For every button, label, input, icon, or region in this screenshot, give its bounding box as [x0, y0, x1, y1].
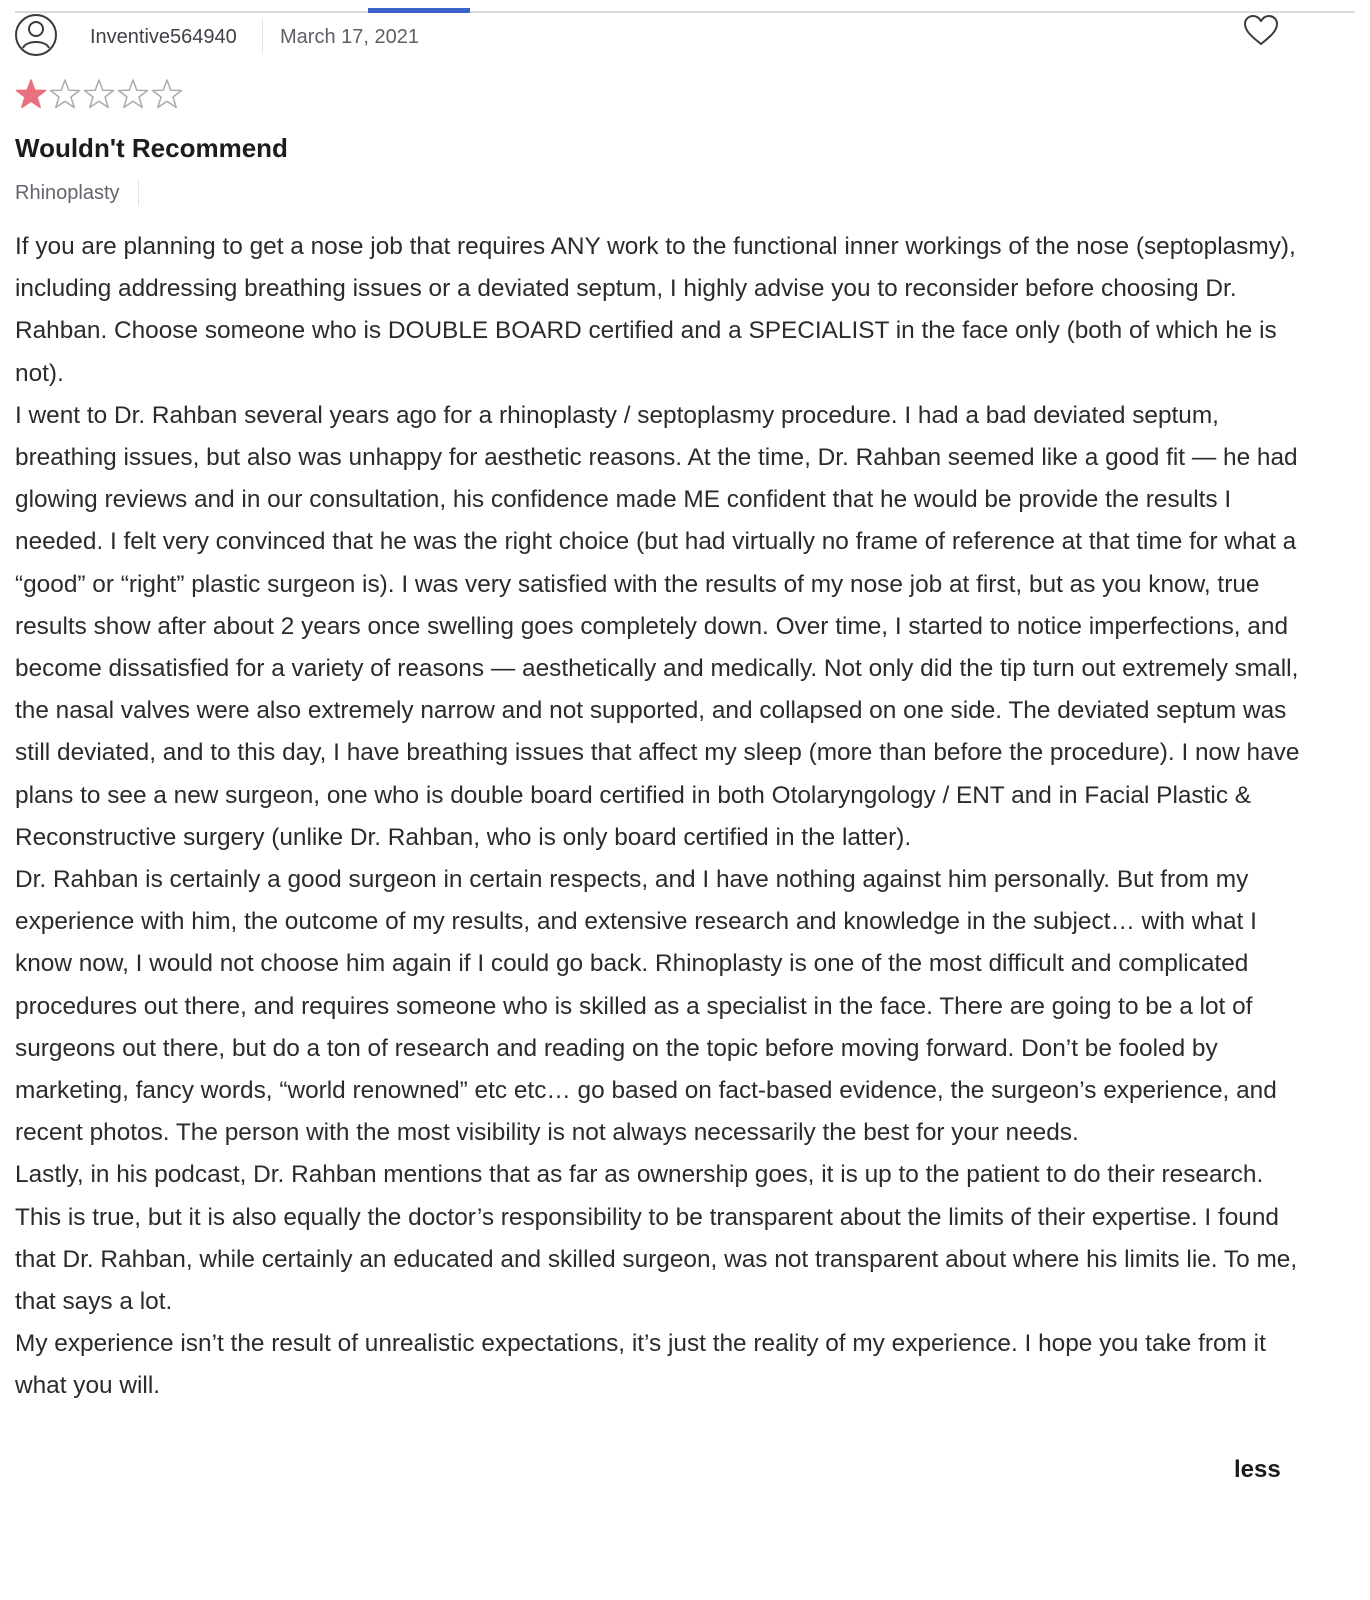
star-filled-icon	[14, 76, 48, 112]
user-avatar-icon	[14, 13, 58, 57]
star-rating	[14, 76, 184, 116]
review-paragraph: I went to Dr. Rahban several years ago for a rhinoplasty / septoplasmy procedure. I had a bad deviated septum, breathing issues, but also was unhappy for aesthetic reasons. At the time, Dr. Rahban seemed like a good fit — he had glowing reviews and in our consultation, his confidence made ME confident that he would be provide the results I needed. I felt very convinced that he was the right choice (but had virtually no frame of reference at that time for what a “good” or “right” plastic surgeon is). I was very satisfied with the results of my nose job at first, but as you know, true results show after about 2 years once swelling goes completely down. Over time, I started to notice imperfections, and become dissatisfied for a variety of reasons — aesthetically and medically. Not only did the tip turn out extremely small, the nasal valves were also extremely narrow and not supported, and collapsed on one side. The deviated septum was still deviated, and to this day, I have breathing issues that affect my sleep (more than before the procedure). I now have plans to see a new surgeon, one who is double board certified in both Otolaryngology / ENT and in Facial Plastic & Reconstructive surgery (unlike Dr. Rahban, who is only board certified in the latter).	[15, 401, 1300, 851]
review-body	[15, 226, 1300, 1408]
review-paragraph: Dr. Rahban is certainly a good surgeon in certain respects, and I have nothing against him personally. But from my experience with him, the outcome of my results, and extensive research and knowledge in the subject… with what I know now, I would not choose him again if I could go back. Rhinoplasty is one of the most difficult and complicated procedures out there, and requires someone who is skilled as a specialist in the face. There are going to be a lot of surgeons out there, but do a ton of research and reading on the topic before moving forward. Don’t be fooled by marketing, fancy words, “world renowned” etc etc… go based on fact-based evidence, the surgeon’s experience, and recent photos. The person with the most visibility is not always necessarily the best for your needs.	[15, 866, 1277, 1147]
procedure-tag[interactable]: Rhinoplasty	[15, 182, 120, 204]
procedure-divider	[138, 180, 139, 206]
review-header	[14, 13, 1354, 57]
show-less-link[interactable]: less	[1234, 1456, 1281, 1483]
star-empty-icon	[82, 76, 116, 112]
review-paragraph: Lastly, in his podcast, Dr. Rahban mentions that as far as ownership goes, it is up to the patient to do their research. This is true, but it is also equally the doctor’s responsibility to be transparent about the limits of their expertise. I found that Dr. Rahban, while certainly an educated and skilled surgeon, was not transparent about where his limits lie. To me, that says a lot.	[15, 1161, 1298, 1316]
review-date: March 17, 2021	[280, 26, 419, 48]
star-empty-icon	[48, 76, 82, 112]
review-title: Wouldn't Recommend	[15, 133, 288, 163]
star-empty-icon	[150, 76, 184, 112]
header-divider	[262, 19, 263, 53]
review-paragraph: If you are planning to get a nose job that requires ANY work to the functional inner workings of the nose (septoplasmy), including addressing breathing issues or a deviated septum, I highly advise you to reconsider before choosing Dr. Rahban. Choose someone who is DOUBLE BOARD certified and a SPECIALIST in the face only (both of which he is not).	[15, 233, 1296, 387]
review-paragraph: My experience isn’t the result of unrealistic expectations, it’s just the reality of my experience. I hope you take from it what you will.	[15, 1330, 1266, 1400]
star-empty-icon	[116, 76, 150, 112]
reviewer-username[interactable]: Inventive564940	[90, 26, 237, 48]
heart-icon[interactable]	[1242, 13, 1280, 47]
